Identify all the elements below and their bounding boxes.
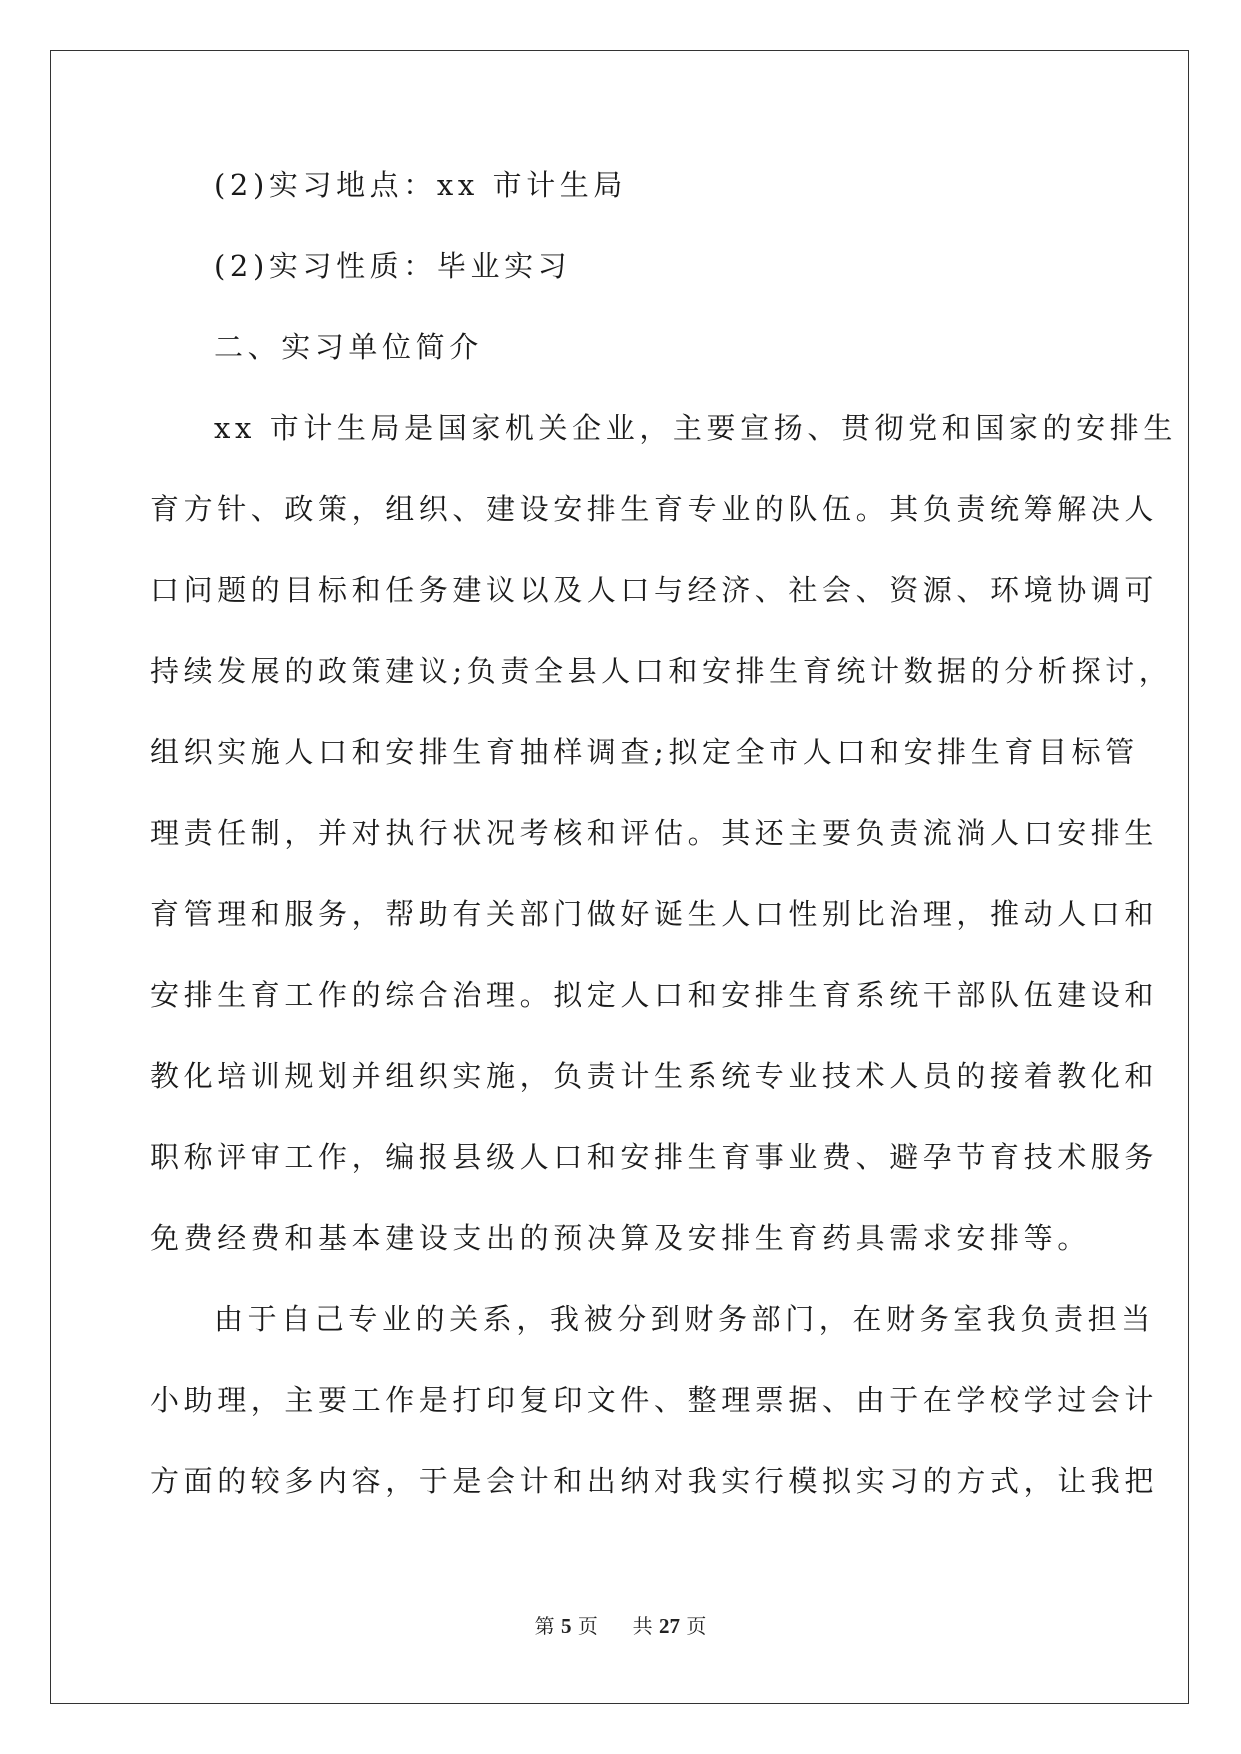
total-suffix: 页	[686, 1614, 707, 1638]
text-line: 理责任制，并对执行状况考核和评估。其还主要负责流淌人口安排生	[150, 816, 1159, 850]
text-line: 教化培训规划并组织实施，负责计生系统专业技术人员的接着教化和	[150, 1059, 1159, 1093]
document-body	[150, 160, 1177, 1537]
total-pages: 27	[658, 1614, 680, 1638]
text-line: 育方针、政策，组织、建设安排生育专业的队伍。其负责统筹解决人	[150, 492, 1159, 526]
text-line: 安排生育工作的综合治理。拟定人口和安排生育系统干部队伍建设和	[150, 978, 1159, 1012]
text-line: 持续发展的政策建议;负责全县人口和安排生育统计数据的分析探讨，	[150, 654, 1173, 688]
page-suffix: 页	[577, 1614, 598, 1638]
text-line: 职称评审工作，编报县级人口和安排生育事业费、避孕节育技术服务	[150, 1140, 1159, 1174]
text-line: 由于自己专业的关系，我被分到财务部门，在财务室我负责担当	[214, 1302, 1155, 1336]
total-prefix: 共	[632, 1614, 653, 1638]
section-heading: 二、实习单位简介	[214, 330, 483, 364]
text-line: 组织实施人口和安排生育抽样调查;拟定全市人口和安排生育目标管	[150, 735, 1139, 769]
text-line: 小助理，主要工作是打印复印文件、整理票据、由于在学校学过会计	[150, 1383, 1159, 1417]
text-line: (2)实习地点：xx 市计生局	[214, 168, 628, 202]
text-line: 育管理和服务，帮助有关部门做好诞生人口性别比治理，推动人口和	[150, 897, 1159, 931]
page-prefix: 第	[534, 1614, 555, 1638]
page-number: 5	[561, 1614, 572, 1638]
text-line: 免费经费和基本建设支出的预决算及安排生育药具需求安排等。	[150, 1221, 1091, 1255]
text-line: (2)实习性质：毕业实习	[214, 249, 572, 283]
page-footer	[0, 1610, 1241, 1639]
text-line: xx 市计生局是国家机关企业，主要宣扬、贯彻党和国家的安排生	[214, 411, 1177, 445]
text-line: 口问题的目标和任务建议以及人口与经济、社会、资源、环境协调可	[150, 573, 1159, 607]
text-line: 方面的较多内容，于是会计和出纳对我实行模拟实习的方式，让我把	[150, 1464, 1159, 1498]
